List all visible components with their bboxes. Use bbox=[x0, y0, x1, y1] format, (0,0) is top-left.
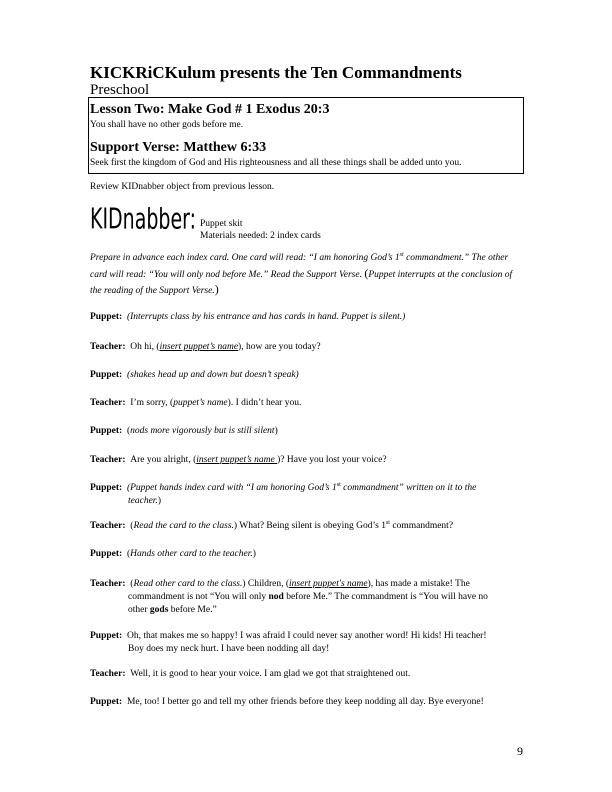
dialogue-line: Puppet: Me, too! I better go and tell my other friends before they keep nodding all day. Bye everyone! bbox=[90, 697, 484, 707]
dialogue-line: Puppet: Oh, that makes me so happy! I was afraid I could never say another word! Hi kids! Hi teacher! Boy does my neck hurt. I have been nodding all day! bbox=[90, 631, 487, 654]
lesson-text: You shall have no other gods before me. bbox=[90, 120, 244, 130]
dialogue-line: Teacher: (Read the card to the class.) What? Being silent is obeying God’s 1st commandment? bbox=[90, 519, 454, 531]
lesson-title: Lesson Two: Make God # 1 Exodus 20:3 bbox=[90, 102, 330, 117]
kidnabber-logo-text: KIDnabber: bbox=[90, 202, 196, 235]
page-number: 9 bbox=[517, 744, 523, 758]
skit-materials: Materials needed: 2 index cards bbox=[200, 231, 321, 241]
support-verse-text: Seek first the kingdom of God and His righteousness and all these things shall be added unto you. bbox=[90, 158, 462, 168]
page-title: KICKRiCKulum presents the Ten Commandments bbox=[90, 63, 462, 82]
dialogue-line: Teacher: Well, it is good to hear your voice. I am glad we got that straightened out. bbox=[90, 669, 411, 679]
dialogue-line: Teacher: (Read other card to the class.) Children, (insert puppet's name), has made a mistake! The commandment is not “You will only nod before Me.” The commandment is “You will have no other gods before Me.” bbox=[90, 579, 488, 615]
skit-title: Puppet skit bbox=[200, 219, 243, 229]
dialogue-line: Puppet: (shakes head up and down but doesn’t speak) bbox=[90, 370, 299, 380]
dialogue-line: Teacher: Oh hi, (insert puppet’s name), how are you today? bbox=[90, 342, 321, 352]
dialogue-line: Puppet: (Interrupts class by his entrance and has cards in hand. Puppet is silent.) bbox=[90, 312, 406, 322]
grade-level: Preschool bbox=[90, 82, 150, 98]
dialogue-line: Puppet: (nods more vigorously but is still silent) bbox=[90, 426, 278, 436]
dialogue-line: Puppet: (Hands other card to the teacher.) bbox=[90, 549, 256, 559]
kidnabber-logo bbox=[90, 201, 198, 235]
dialogue-line: Puppet: (Puppet hands index card with “I am honoring God’s 1st commandment” written on it to the teacher.) bbox=[90, 481, 477, 506]
dialogue-line: Teacher: Are you alright, (insert puppet’s name )? Have you lost your voice? bbox=[90, 455, 387, 465]
support-verse-title: Support Verse: Matthew 6:33 bbox=[90, 140, 267, 155]
dialogue-line: Teacher: I’m sorry, (puppet’s name). I didn’t hear you. bbox=[90, 398, 302, 408]
prep-instructions: Prepare in advance each index card. One card will read: “I am honoring God’s 1st commandment.” The other card will read: “You will only nod before Me.” Read the Support Verse. (Puppet interrupts at the conclusion of the reading of the Support Verse.) bbox=[90, 251, 513, 296]
review-note: Review KIDnabber object from previous lesson. bbox=[90, 182, 275, 192]
